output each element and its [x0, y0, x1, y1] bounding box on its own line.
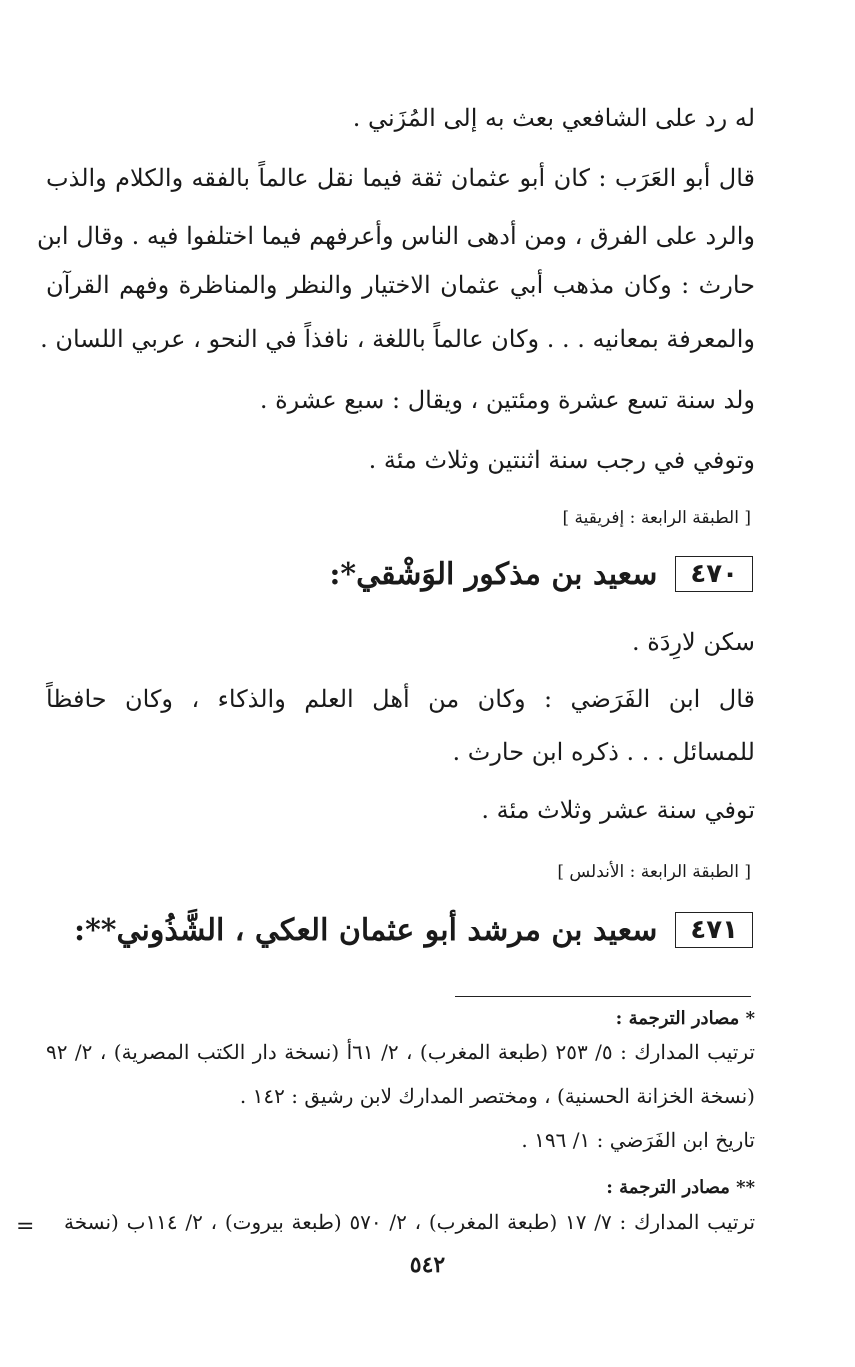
entry-number-box: ٤٧١ — [675, 912, 753, 948]
entry-name: سعيد بن مرشد أبو عثمان العكي ، الشَّذُوني**: — [74, 912, 658, 948]
body-line-6: ولد سنة تسع عشرة ومئتين ، ويقال : سبع عشرة . — [259, 386, 755, 414]
entry-line-1: سكن لارِدَة . — [631, 628, 755, 656]
body-line-4: حارث : وكان مذهب أبي عثمان الاختيار والنظر والمناظرة وفهم القرآن — [46, 271, 755, 299]
body-line-7: وتوفي في رجب سنة اثنتين وثلاث مئة . — [368, 446, 755, 474]
entry-name: سعيد بن مذكور الوَشْقي*: — [329, 556, 658, 592]
body-line-3: والرد على الفرق ، ومن أدهى الناس وأعرفهم فيما اختلفوا فيه . وقال ابن — [36, 222, 755, 250]
body-line-2: قال أبو العَرَب : كان أبو عثمان ثقة فيما نقل عالماً بالفقه والكلام والذب — [46, 164, 755, 192]
tabaqa-label: [ الطبقة الرابعة : الأندلس ] — [557, 862, 751, 882]
entry-number-box: ٤٧٠ — [675, 556, 753, 592]
footnote-heading: ** مصادر الترجمة : — [606, 1177, 755, 1198]
continuation-mark: = — [16, 1214, 35, 1239]
footnote-rule — [455, 996, 751, 997]
footnote-heading: * مصادر الترجمة : — [615, 1008, 755, 1029]
entry-line-3: للمسائل . . . ذكره ابن حارث . — [452, 738, 755, 766]
footnote-line: (نسخة الخزانة الحسنية) ، ومختصر المدارك لابن رشيق : ١٤٢ . — [239, 1084, 755, 1108]
page-number: ٥٤٢ — [409, 1252, 446, 1278]
entry-line-2: قال ابن الفَرَضي : وكان من أهل العلم والذكاء ، وكان حافظاً — [46, 685, 755, 713]
tabaqa-label: [ الطبقة الرابعة : إفريقية ] — [562, 508, 751, 528]
entry-heading — [329, 556, 753, 592]
footnote-line: تاريخ ابن الفَرَضي : ١/ ١٩٦ . — [521, 1128, 755, 1152]
body-line-1: له رد على الشافعي بعث به إلى المُزَني . — [352, 104, 755, 132]
body-line-5: والمعرفة بمعانيه . . . وكان عالماً باللغة ، نافذاً في النحو ، عربي اللسان . — [40, 325, 755, 353]
entry-heading — [74, 912, 753, 948]
entry-line-4: توفي سنة عشر وثلاث مئة . — [481, 796, 755, 824]
footnote-line: ترتيب المدارك : ٥/ ٢٥٣ (طبعة المغرب) ، ٢/ ٦١أ (نسخة دار الكتب المصرية) ، ٢/ ٩٢ — [46, 1040, 755, 1064]
footnote-line: ترتيب المدارك : ٧/ ١٧ (طبعة المغرب) ، ٢/ ٥٧٠ (طبعة بيروت) ، ٢/ ١١٤ب (نسخة — [64, 1210, 756, 1234]
